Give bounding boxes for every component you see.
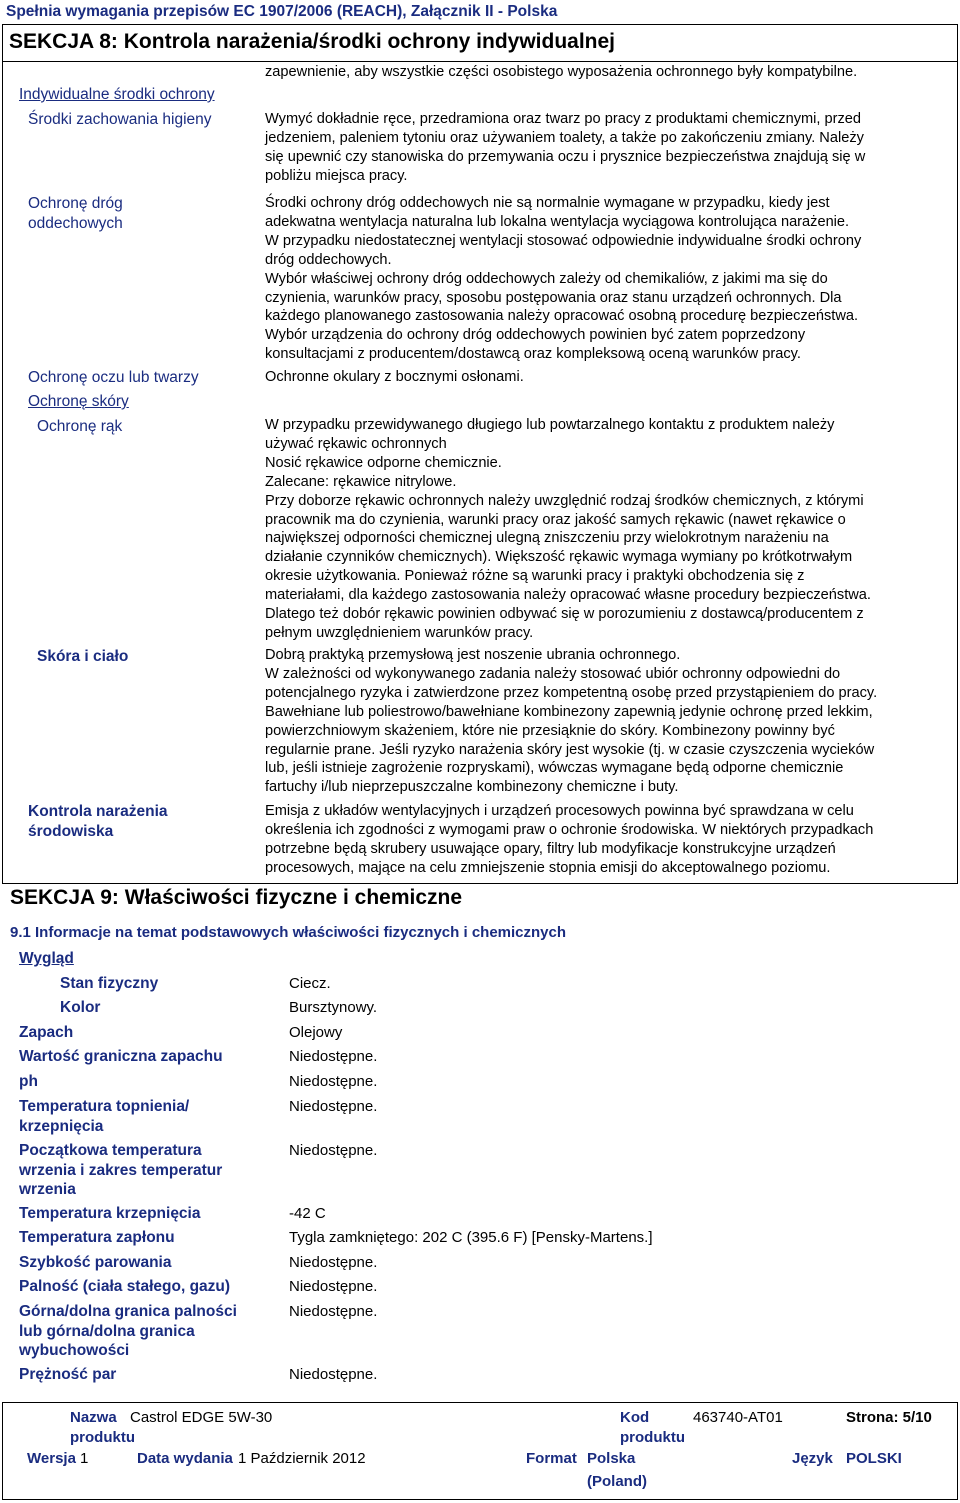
property-value: Ciecz. [289, 975, 331, 992]
property-value: Tygla zamkniętego: 202 C (395.6 F) [Pensky-Martens.] [289, 1229, 653, 1246]
section-9-title: SEKCJA 9: Właściwości fizyczne i chemiczne [10, 886, 463, 909]
version-label: Wersja [27, 1450, 76, 1467]
product-code-label [620, 1408, 685, 1448]
environment-label [28, 802, 168, 841]
skin-heading: Ochronę skóry [28, 393, 129, 410]
respiratory-line: dróg oddechowych. [265, 251, 392, 268]
hand-line: materiałami, dla każdego zastosowania należy opracować własne procedury bezpieczeństwa. [265, 587, 871, 604]
body-line: Bawełniane lub poliestrowo/bawełniane kombinezony zapewnią jedynie ochronę przed lekkim, [265, 703, 873, 720]
environment-line: określenia ich zgodności z wymogami praw o ochronie środowiska. W niektórych przypadkach [265, 821, 874, 838]
respiratory-label-line: oddechowych [28, 214, 123, 232]
respiratory-line: Wybór urządzenia do ochrony dróg oddechowych powinien być zatem poprzedzony [265, 327, 806, 344]
property-value: Olejowy [289, 1024, 343, 1041]
property-value: -42 C [289, 1205, 326, 1222]
property-label: Palność (ciała stałego, gazu) [19, 1278, 231, 1295]
property-label-line: wybuchowości [19, 1342, 130, 1359]
environment-text [265, 802, 873, 878]
body-line: Dobrą praktyką przemysłową jest noszenie ubrania ochronnego. [265, 647, 681, 663]
hand-line: Zalecane: rękawice nitrylowe. [265, 473, 457, 490]
property-value: Niedostępne. [289, 1048, 378, 1065]
property-label-line: wrzenia [19, 1181, 76, 1198]
hygiene-line: się upewnić czy stanowiska do przemywania oczu i prysznice bezpieczeństwa znajdują się w [265, 148, 866, 165]
body-line: W zależności od wykonywanego zadania należy stosować ubiór ochronny odpowiedni do [265, 665, 841, 682]
body-line: powierzchniowym skażeniem, które nie przesiąknie do skóry. Kombinezony powinny być [265, 722, 835, 739]
property-value: Niedostępne. [289, 1098, 378, 1115]
issue-date: 1 Październik 2012 [238, 1450, 366, 1467]
appearance-heading: Wygląd [19, 950, 74, 967]
property-label: Temperatura krzepnięcia [19, 1205, 201, 1222]
property-label-line: Temperatura topnienia/ [19, 1098, 190, 1115]
property-value: Bursztynowy. [289, 999, 378, 1016]
issue-date-label: Data wydania [137, 1450, 233, 1467]
property-label: Stan fizyczny [60, 975, 159, 992]
environment-label-line: środowiska [28, 822, 114, 840]
respiratory-label-line: Ochronę dróg [28, 195, 123, 212]
respiratory-text [265, 194, 861, 364]
hygiene-line: pobliżu miejsca pracy. [265, 167, 408, 184]
respiratory-line: każdego planowanego zastosowania należy opracować osobną procedurę bezpieczeństwa. [265, 308, 859, 325]
version: 1 [80, 1450, 89, 1467]
property-label: Wartość graniczna zapachu [19, 1048, 223, 1065]
hand-line: Nosić rękawice odporne chemicznie. [265, 454, 502, 471]
hand-line: pełnym uwzględnieniem warunków pracy. [265, 624, 534, 641]
environment-line: potrzebne będą skrubery usuwające opary, filtry lub modyfikacje konstrukcyjne urządzeń [265, 840, 836, 857]
hand-label: Ochronę rąk [37, 418, 123, 435]
hand-line: Przy doborze rękawic ochronnych należy uwzględnić rodzaj środków chemicznych, z którymi [265, 492, 864, 509]
eye-text: Ochronne okulary z bocznymi osłonami. [265, 369, 524, 385]
property-label [19, 1302, 237, 1361]
hand-line: Dlatego też dobór rękawic powinien odbywać się w porozumieniu z dostawcą/producentem z [265, 606, 864, 623]
hygiene-text [265, 110, 865, 186]
product-name-label [70, 1408, 135, 1448]
body-label: Skóra i ciało [37, 648, 129, 665]
hand-text [265, 416, 871, 643]
respiratory-line: adekwatna wentylacja naturalna lub lokalna wentylacja wyciągowa kontrolująca narażenie. [265, 213, 850, 230]
page-number: Strona: 5/10 [846, 1409, 932, 1426]
property-value: Niedostępne. [289, 1278, 378, 1295]
property-label: Kolor [60, 999, 101, 1016]
property-label: Zapach [19, 1024, 74, 1041]
property-label-line: Górna/dolna granica palności [19, 1303, 237, 1320]
hygiene-line: jedzeniem, paleniem tytoniu oraz używaniem toalety, a także po zakończeniu zmiany. Należy [265, 129, 864, 146]
product-name: Castrol EDGE 5W-30 [130, 1409, 273, 1426]
section-8-title: SEKCJA 8: Kontrola narażenia/środki ochrony indywidualnej [2, 24, 958, 62]
property-label: Temperatura zapłonu [19, 1229, 175, 1246]
format-value [587, 1449, 647, 1492]
property-label: ph [19, 1073, 38, 1090]
respiratory-line: konsultacjami z producentem/dostawcą oraz kompleksową oceną warunków pracy. [265, 346, 801, 363]
hand-line: używać rękawic ochronnych [265, 435, 447, 452]
footer-label-line: Kod [620, 1409, 650, 1426]
respiratory-label [28, 194, 123, 233]
property-label-line: krzepnięcia [19, 1117, 104, 1135]
body-line: lub, jeśli istnieje zagrożenie rozpryskami), wówczas wymagane będą odporne chemicznie [265, 760, 844, 777]
property-label [19, 1097, 189, 1136]
ppe-heading: Indywidualne środki ochrony [19, 86, 215, 103]
language-label: Język [792, 1450, 833, 1467]
environment-line: procesowych, mające na celu zmniejszenie stopnia emisji do akceptowalnego poziomu. [265, 859, 831, 876]
product-code: 463740-AT01 [693, 1409, 783, 1426]
property-value: Niedostępne. [289, 1073, 378, 1090]
respiratory-line: czynienia, warunków pracy, sposobu postępowania oraz stanu urządzeń ochronnych. Dla [265, 289, 842, 306]
hand-line: działanie czynników chemicznych). Większość rękawic wymaga wymiany po krótkotrwałym [265, 549, 853, 566]
hand-line: pracownik ma do czynienia, warunki pracy oraz jakość samych rękawic (nawet rękawice o [265, 511, 846, 528]
eye-label: Ochronę oczu lub twarzy [28, 369, 199, 386]
hand-line: największej odporności chemicznej ulegną zniszczeniu przy wielokrotnym narażeniu na [265, 530, 829, 547]
footer-label-line: Nazwa [70, 1409, 117, 1426]
respiratory-line: Wybór właściwej ochrony dróg oddechowych zależy od chemikaliów, z jakimi ma się do [265, 270, 828, 287]
property-label-line: wrzenia i zakres temperatur [19, 1161, 223, 1179]
section-9-1-subtitle: 9.1 Informacje na temat podstawowych właściwości fizycznych i chemicznych [10, 924, 567, 941]
property-label-line: Początkowa temperatura [19, 1142, 202, 1159]
body-line: regularnie prane. Jeśli ryzyko narażenia skóry jest wysokie (tj. w czasie czyszczenia wycieków [265, 741, 875, 758]
hygiene-label: Środki zachowania higieny [28, 111, 212, 128]
format-value-line: (Poland) [587, 1473, 647, 1490]
property-value: Niedostępne. [289, 1303, 378, 1320]
property-label-line: lub górna/dolna granica [19, 1322, 195, 1340]
section-8-intro: zapewnienie, aby wszystkie części osobistego wyposażenia ochronnego były kompatybilne. [265, 64, 858, 80]
body-line: fartuchy i/lub nieprzepuszczalne kombinezony chemiczne i buty. [265, 779, 679, 796]
format-value-line: Polska [587, 1450, 636, 1467]
footer-label-line: produktu [620, 1429, 685, 1446]
property-label: Szybkość parowania [19, 1254, 172, 1271]
respiratory-line: Środki ochrony dróg oddechowych nie są normalnie wymagane w przypadku, kiedy jest [265, 195, 830, 211]
property-value: Niedostępne. [289, 1366, 378, 1383]
property-value: Niedostępne. [289, 1142, 378, 1159]
language: POLSKI [846, 1450, 902, 1467]
hygiene-line: Wymyć dokładnie ręce, przedramiona oraz twarz po pracy z produktami chemicznymi, przed [265, 111, 862, 127]
footer-label-line: produktu [70, 1429, 135, 1446]
property-label: Prężność par [19, 1366, 117, 1383]
environment-line: Emisja z układów wentylacyjnych i urządzeń procesowych powinna być sprawdzana w celu [265, 803, 854, 819]
hand-line: W przypadku przewidywanego długiego lub powtarzalnego kontaktu z produktem należy [265, 417, 835, 433]
property-label [19, 1141, 222, 1200]
document-header: Spełnia wymagania przepisów EC 1907/2006 (REACH), Załącznik II - Polska [6, 3, 558, 20]
property-value: Niedostępne. [289, 1254, 378, 1271]
environment-label-line: Kontrola narażenia [28, 803, 168, 820]
hand-line: okresie użytkowania. Ponieważ różne są warunki pracy i praktyki obchodzenia się z [265, 568, 805, 585]
format-label: Format [526, 1450, 577, 1467]
respiratory-line: W przypadku niedostatecznej wentylacji stosować odpowiednie indywidualne środki ochrony [265, 232, 862, 249]
body-line: potencjalnego ryzyka i zatwierdzone przez kompetentną osobę przed przystąpieniem do pracy. [265, 684, 878, 701]
body-text [265, 646, 877, 797]
